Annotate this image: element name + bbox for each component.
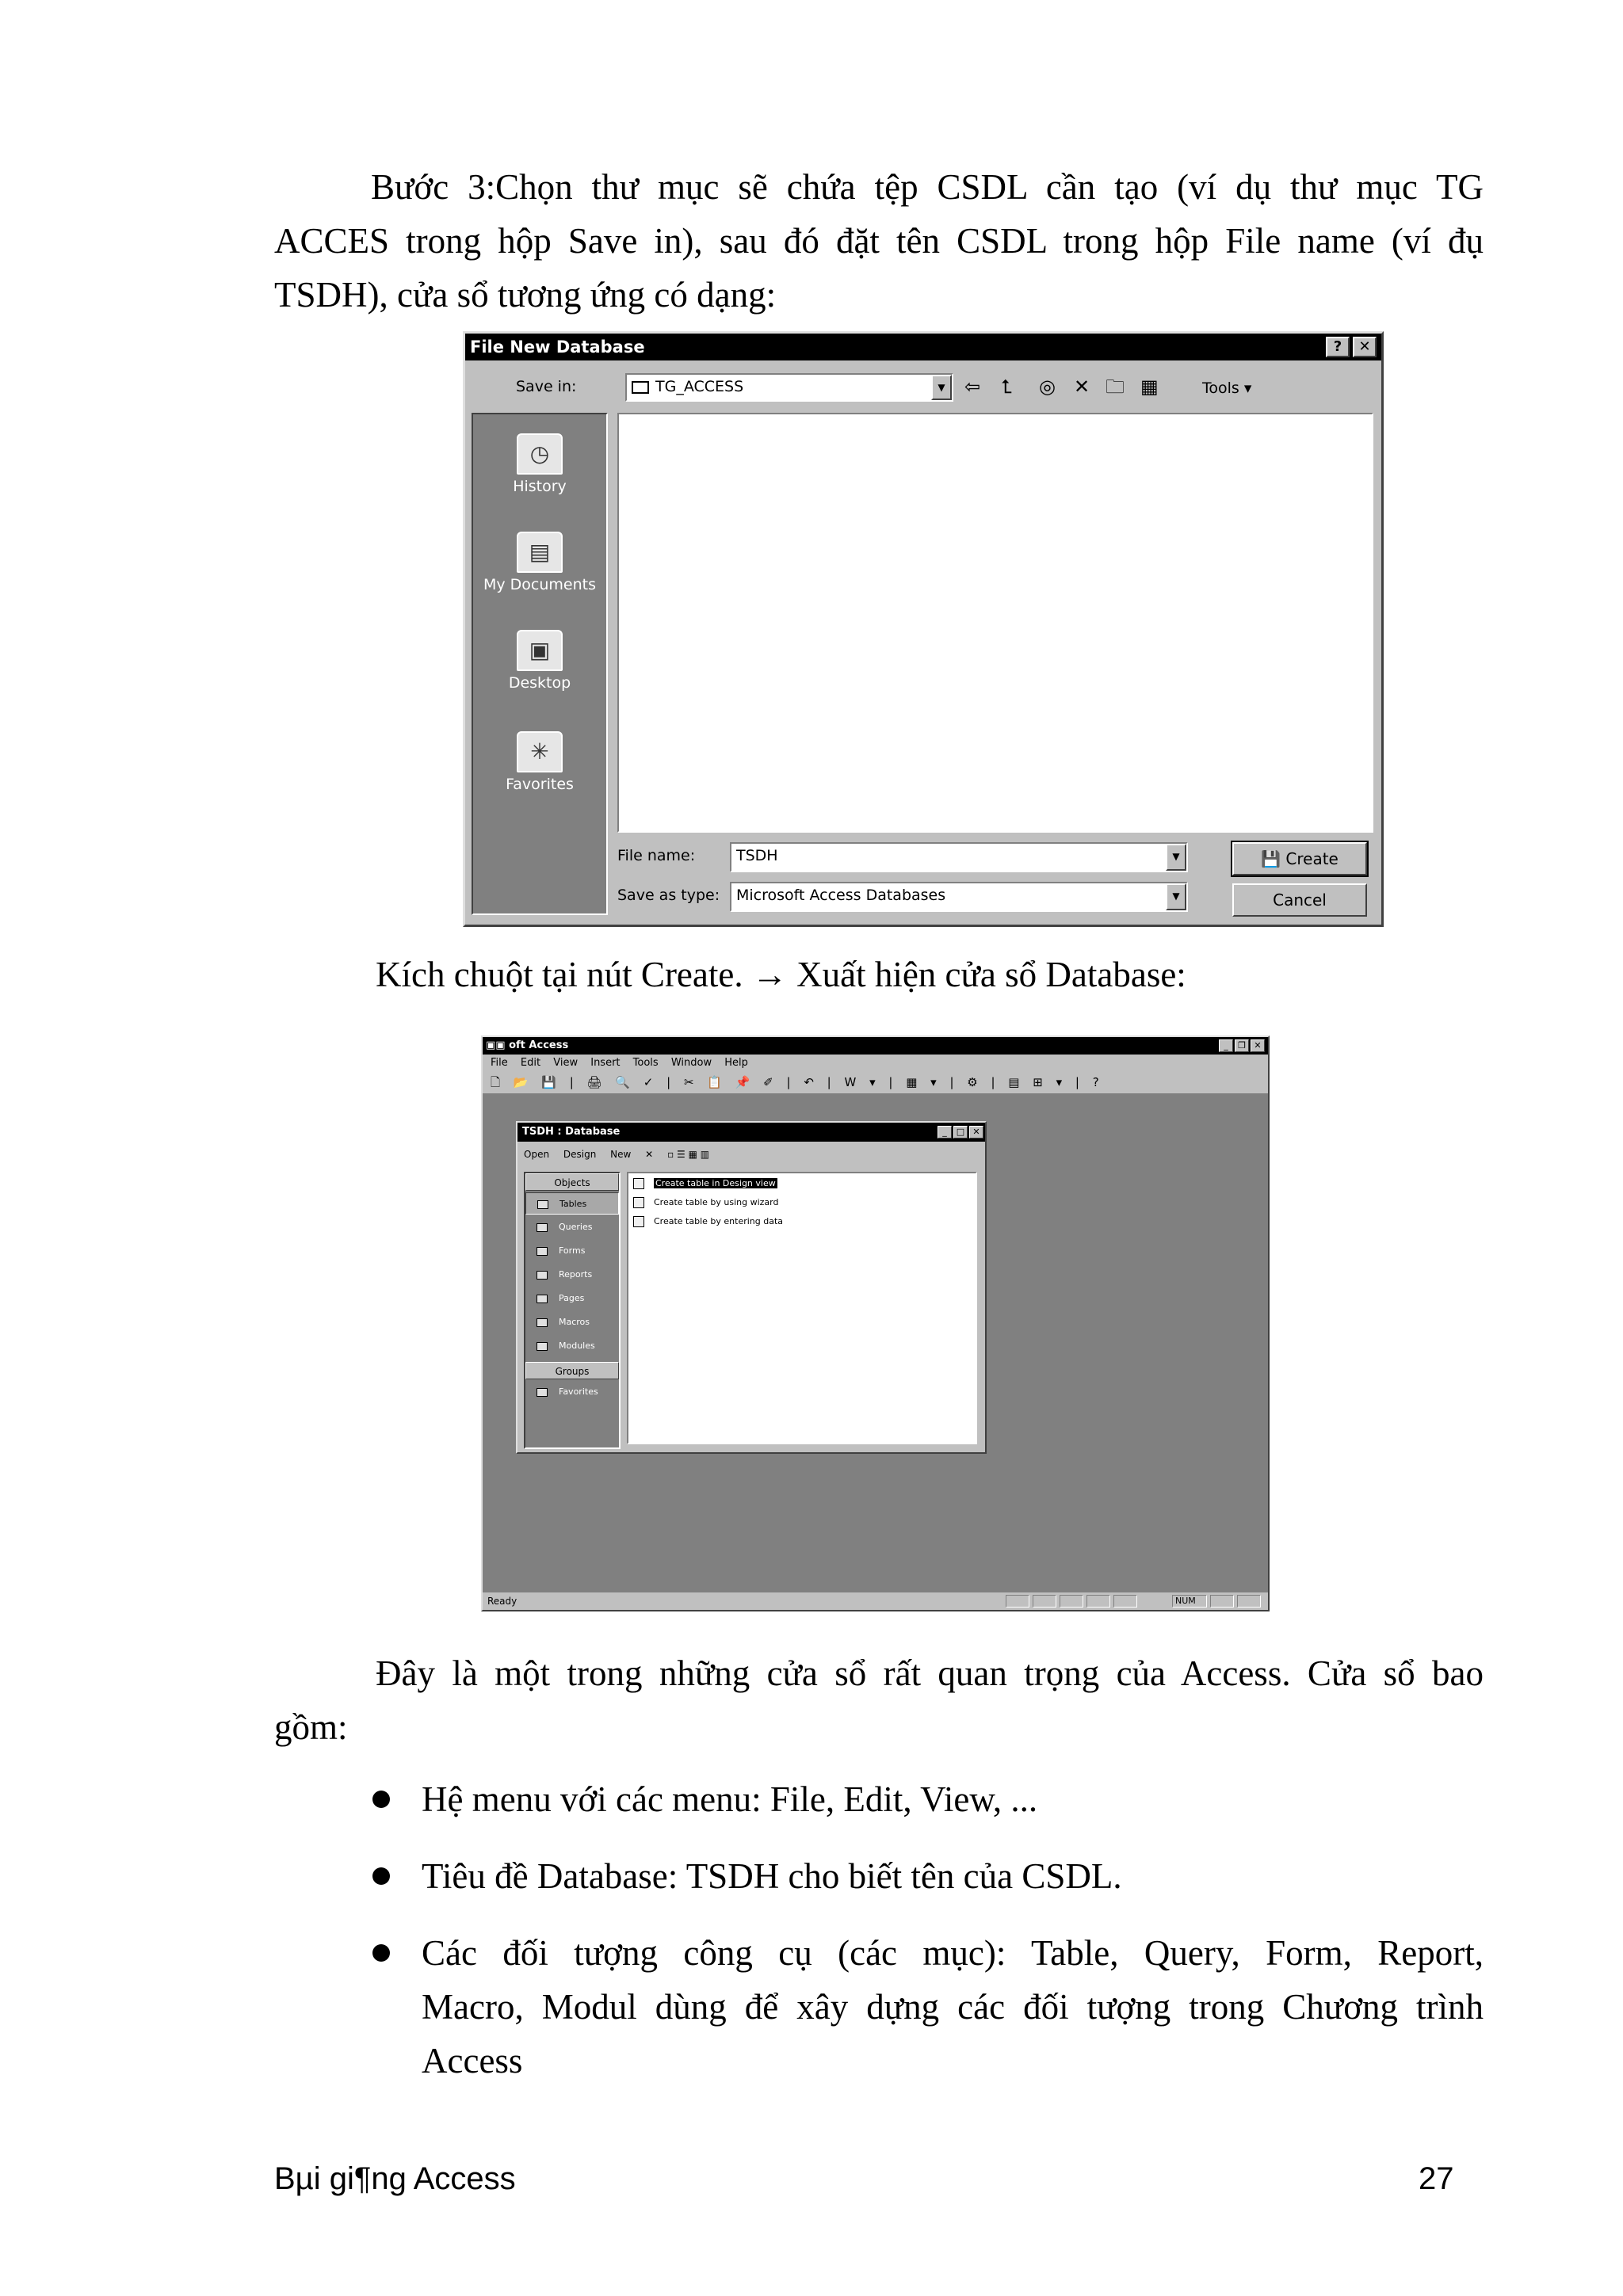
db-maximize-icon[interactable]: □ [953, 1126, 968, 1138]
object-tables[interactable] [525, 1192, 619, 1215]
file-name-label: File name: [617, 847, 696, 864]
favorites-icon: ✳ [517, 731, 563, 772]
place-label: History [513, 478, 567, 495]
place-favorites[interactable] [473, 731, 606, 793]
list-item-label: Create table in Design view [655, 1178, 776, 1188]
groups-header[interactable]: Groups [525, 1362, 619, 1379]
file-name-value: TSDH [736, 847, 778, 864]
chevron-down-icon[interactable]: ▼ [1166, 844, 1186, 871]
page-number: 27 [1419, 2161, 1454, 2196]
database-toolbar [517, 1143, 985, 1165]
list-item[interactable] [633, 1194, 778, 1211]
access-title-text: oft Access [509, 1039, 569, 1051]
status-cell [1033, 1595, 1056, 1608]
menu-edit[interactable]: Edit [520, 1057, 541, 1069]
place-history[interactable] [473, 433, 606, 495]
dialog-title: File New Database [465, 334, 1381, 360]
place-label: Favorites [506, 776, 574, 793]
text-line: Bước 3:Chọn thư mục sẽ chứa tệp CSDL cần tạo (ví dụ thư mục TG [371, 167, 1484, 207]
back-icon[interactable]: ⇦ [964, 376, 981, 398]
list-item-label: Create table by using wizard [654, 1197, 779, 1207]
save-type-label: Save as type: [617, 887, 720, 904]
objects-header[interactable]: Objects [525, 1173, 619, 1191]
menu-bar [483, 1055, 1268, 1072]
place-label: My Documents [483, 576, 596, 593]
status-bar [483, 1592, 1268, 1610]
app-icon: ▣▣ [486, 1039, 510, 1051]
object-queries[interactable] [525, 1216, 619, 1238]
history-icon: ◷ [517, 433, 563, 475]
paragraph-step3 [274, 160, 1484, 322]
save-in-value: TG_ACCESS [655, 378, 744, 395]
file-new-database-dialog [463, 331, 1384, 927]
open-button[interactable]: Open [524, 1149, 550, 1160]
save-in-label: Save in: [516, 378, 577, 395]
status-cell [1006, 1595, 1029, 1608]
search-web-icon[interactable]: ◎ [1039, 376, 1056, 398]
menu-help[interactable]: Help [724, 1057, 748, 1069]
object-pages[interactable] [525, 1287, 619, 1310]
object-label: Modules [559, 1341, 595, 1351]
forms-icon [537, 1247, 548, 1256]
datasheet-icon [633, 1216, 644, 1227]
status-text: Ready [487, 1596, 517, 1607]
group-favorites[interactable] [525, 1381, 619, 1403]
access-title [483, 1037, 1268, 1055]
wizard-icon [633, 1197, 644, 1208]
pages-icon [537, 1295, 548, 1303]
my-documents-icon: ▤ [517, 532, 563, 573]
close-icon[interactable]: ✕ [1251, 1039, 1265, 1052]
up-folder-icon[interactable]: ⮤ [1001, 376, 1013, 398]
minimize-icon[interactable]: _ [1219, 1039, 1233, 1052]
object-label: Forms [559, 1245, 586, 1256]
create-label: Create [1285, 849, 1338, 868]
caption-text: Kích chuột tại nút Create. → Xuất hiện cửa sổ Database: [376, 955, 1186, 994]
status-num: NUM [1172, 1595, 1207, 1608]
database-window [516, 1121, 987, 1454]
status-cell [1237, 1595, 1261, 1608]
text-line: Đây là một trong những cửa sổ rất quan trọng của Access. Cửa sổ bao [376, 1653, 1484, 1693]
file-list-area[interactable] [617, 413, 1373, 833]
bullet-icon [372, 1791, 390, 1808]
bullet-item: Tiêu đề Database: TSDH cho biết tên của CSDL. [422, 1856, 1122, 1896]
object-label: Tables [559, 1199, 587, 1209]
new-button[interactable]: New [610, 1149, 632, 1160]
save-type-value: Microsoft Access Databases [736, 887, 946, 904]
help-button[interactable]: ? [1326, 337, 1350, 357]
object-label: Queries [559, 1222, 593, 1232]
footer-title: Bµi gi¶ng Access [274, 2161, 516, 2196]
favorites-icon [537, 1388, 548, 1397]
save-icon: 💾 [1261, 849, 1281, 868]
queries-icon [537, 1223, 548, 1232]
status-cell [1086, 1595, 1110, 1608]
place-label: Desktop [508, 674, 571, 692]
views-icon[interactable]: ▦ [1140, 376, 1159, 398]
database-title: TSDH : Database [517, 1123, 985, 1142]
object-label: Macros [559, 1317, 590, 1327]
toolbar[interactable]: 🗋 📂 💾 | 🖨 🔍 ✓ | ✂ 📋 📌 ✐ | ↶ | W ▾ | ▦ ▾ | ⚙ | ▤ ⊞ ▾ | ? [483, 1072, 1268, 1094]
create-button[interactable] [1232, 842, 1367, 875]
place-desktop[interactable] [473, 630, 606, 692]
bullet-item [422, 1926, 1484, 2088]
bullet-icon [372, 1944, 390, 1962]
text-line: TSDH), cửa sổ tương ứng có dạng: [274, 275, 777, 315]
text-line: gồm: [274, 1707, 348, 1747]
object-macros[interactable] [525, 1311, 619, 1333]
menu-tools[interactable]: Tools [632, 1057, 659, 1069]
status-cell [1113, 1595, 1137, 1608]
list-item[interactable] [633, 1213, 783, 1230]
design-button[interactable]: Design [563, 1149, 597, 1160]
delete-icon[interactable]: ✕ [1074, 376, 1090, 398]
menu-file[interactable]: File [491, 1057, 508, 1069]
tools-menu[interactable]: Tools ▾ [1202, 379, 1252, 397]
db-minimize-icon[interactable]: _ [938, 1126, 952, 1138]
chevron-down-icon[interactable]: ▼ [1166, 883, 1186, 910]
paragraph-description [274, 1646, 1484, 1754]
list-item-label: Create table by entering data [654, 1216, 784, 1226]
restore-icon[interactable]: ❐ [1235, 1039, 1249, 1052]
text-line: Các đối tượng công cụ (các mục): Table, Query, Form, Report, [422, 1933, 1484, 1973]
status-cell [1210, 1595, 1234, 1608]
menu-insert[interactable]: Insert [590, 1057, 621, 1069]
macros-icon [537, 1318, 548, 1327]
bullet-icon [372, 1867, 390, 1885]
text-line: Macro, Modul dùng để xây dựng các đối tượng trong Chương trình [422, 1987, 1484, 2027]
objects-list [627, 1172, 977, 1444]
access-window [481, 1035, 1270, 1611]
file-name-input[interactable] [730, 842, 1188, 872]
db-close-icon[interactable]: ✕ [969, 1126, 983, 1138]
object-label: Reports [559, 1269, 593, 1280]
chevron-down-icon[interactable]: ▼ [931, 375, 952, 400]
save-type-select[interactable] [730, 882, 1188, 912]
view-icons[interactable]: ▫ ☰ ▦ ▥ [667, 1149, 710, 1160]
group-label: Favorites [559, 1386, 598, 1397]
menu-window[interactable]: Window [670, 1057, 712, 1069]
tables-icon [537, 1200, 548, 1209]
object-modules[interactable] [525, 1335, 619, 1357]
cancel-button[interactable]: Cancel [1232, 883, 1367, 917]
modules-icon [537, 1342, 548, 1351]
desktop-icon: ▣ [517, 630, 563, 671]
text-line: ACCES trong hộp Save in), sau đó đặt tên CSDL trong hộp File name (ví đụ [274, 221, 1484, 261]
object-reports[interactable] [525, 1264, 619, 1286]
save-in-combo[interactable] [625, 373, 953, 402]
list-item[interactable] [633, 1175, 777, 1192]
place-my-documents[interactable] [473, 532, 606, 593]
object-label: Pages [559, 1293, 585, 1303]
menu-view[interactable]: View [553, 1057, 579, 1069]
places-bar [472, 413, 608, 915]
bullet-item: Hệ menu với các menu: File, Edit, View, ... [422, 1779, 1038, 1819]
reports-icon [537, 1271, 548, 1280]
status-cell [1060, 1595, 1083, 1608]
objects-bar [524, 1172, 621, 1449]
text-line: Access [422, 2041, 523, 2081]
folder-icon [632, 381, 649, 394]
delete-icon[interactable]: ✕ [645, 1149, 654, 1160]
new-folder-icon[interactable]: 🗀 [1106, 376, 1125, 398]
close-button[interactable]: ✕ [1353, 337, 1377, 357]
table-design-icon [633, 1178, 644, 1189]
object-forms[interactable] [525, 1240, 619, 1262]
